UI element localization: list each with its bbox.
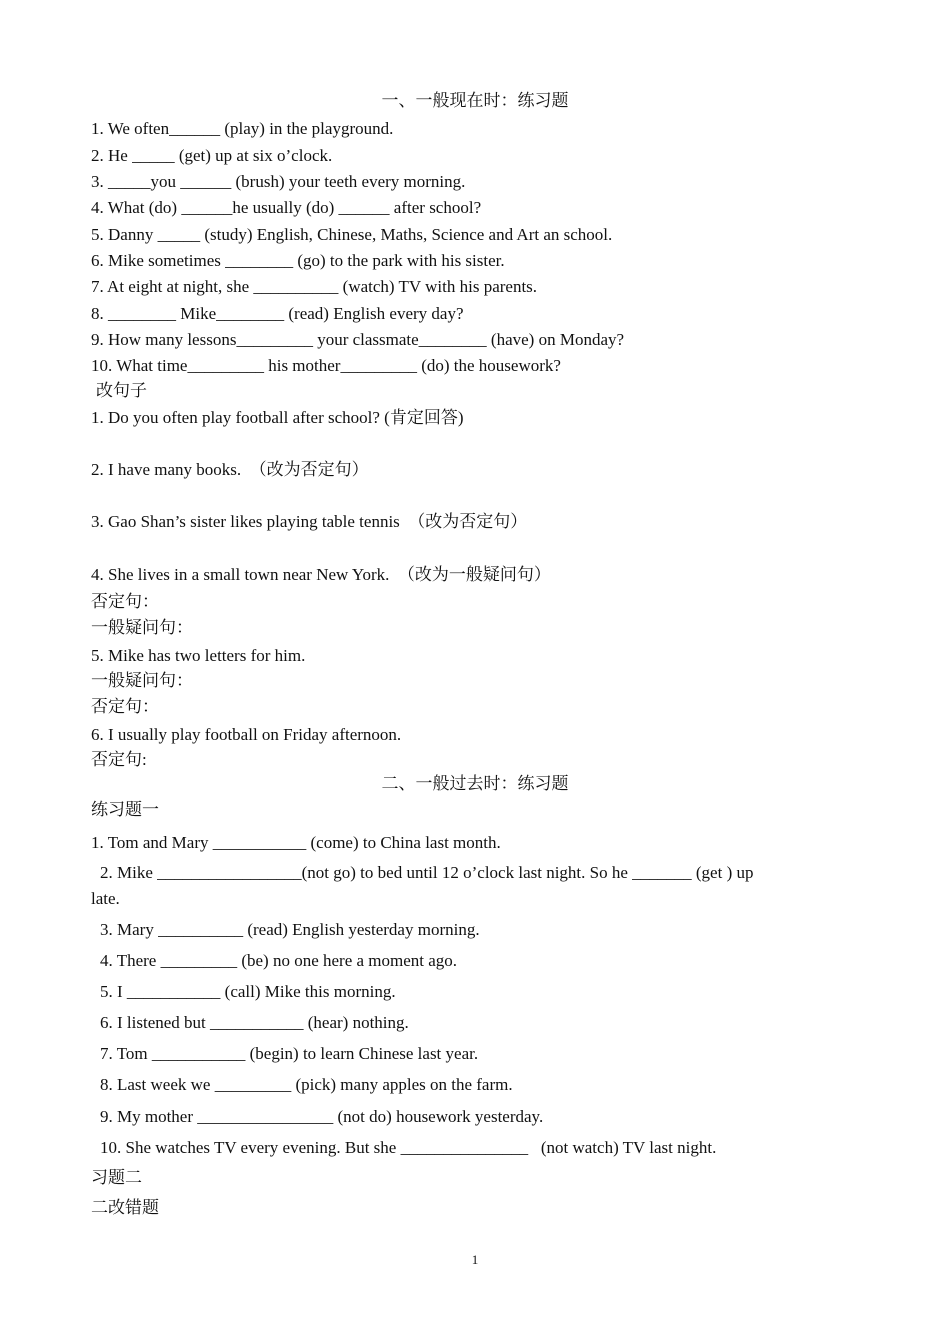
exercise-line: 5. Danny _____ (study) English, Chinese, Maths, Science and Art an school. xyxy=(91,225,613,244)
rewrite-heading: 改句子 xyxy=(96,381,147,400)
exercise-line: 6. Mike sometimes ________ (go) to the park with his sister. xyxy=(91,251,505,270)
exercise-line: 9. My mother ________________ (not do) housework yesterday. xyxy=(100,1107,544,1126)
exercise-line: 3. _____you ______ (brush) your teeth every morning. xyxy=(91,172,466,191)
page-number: 1 xyxy=(471,1252,479,1267)
exercise2-label: 习题二 xyxy=(91,1168,142,1187)
rewrite-line: 4. She lives in a small town near New York. （改为一般疑问句） xyxy=(91,565,551,584)
section1-title: 一、一般现在时：练习题 xyxy=(381,91,569,110)
exercise-line: 3. Mary __________ (read) English yesterday morning. xyxy=(100,920,480,939)
exercise-line: 4. There _________ (be) no one here a moment ago. xyxy=(100,951,458,970)
answer-label: 否定句： xyxy=(91,592,159,611)
answer-label: 一般疑问句： xyxy=(91,671,193,690)
exercise-line: 5. I ___________ (call) Mike this morning. xyxy=(100,982,396,1001)
exercise-line: 6. I listened but ___________ (hear) nothing. xyxy=(100,1013,409,1032)
section2-title: 二、一般过去时：练习题 xyxy=(381,774,569,793)
exercise-line: 1. Tom and Mary ___________ (come) to China last month. xyxy=(91,833,501,852)
rewrite-line: 6. I usually play football on Friday afternoon. xyxy=(91,725,402,744)
exercise-line: 8. ________ Mike________ (read) English every day? xyxy=(91,304,464,323)
exercise-line: 2. Mike _________________(not go) to bed until 12 o’clock last night. So he _______ (get ) up xyxy=(100,863,754,882)
exercise-line: 1. We often______ (play) in the playground. xyxy=(91,119,394,138)
rewrite-line: 3. Gao Shan’s sister likes playing table tennis （改为否定句） xyxy=(91,512,528,531)
exercise-line: 2. He _____ (get) up at six o’clock. xyxy=(91,146,333,165)
exercise-line: 10. What time_________ his mother_________ (do) the housework? xyxy=(91,356,561,375)
rewrite-line: 1. Do you often play football after school? (肯定回答) xyxy=(91,408,464,427)
answer-label: 否定句: xyxy=(91,750,147,769)
answer-label: 否定句： xyxy=(91,697,159,716)
exercise-line: 4. What (do) ______he usually (do) ______ after school? xyxy=(91,198,482,217)
exercise-line: 10. She watches TV every evening. But she _______________ (not watch) TV last night. xyxy=(100,1138,717,1157)
exercise-line: 7. Tom ___________ (begin) to learn Chinese last year. xyxy=(100,1044,479,1063)
exercise-line: 8. Last week we _________ (pick) many apples on the farm. xyxy=(100,1075,513,1094)
exercise-line-continuation: late. xyxy=(91,889,120,908)
answer-label: 一般疑问句： xyxy=(91,618,193,637)
correction-label: 二改错题 xyxy=(91,1198,159,1217)
exercise-line: 7. At eight at night, she __________ (watch) TV with his parents. xyxy=(91,277,538,296)
rewrite-line: 2. I have many books. （改为否定句） xyxy=(91,460,369,479)
exercise1-label: 练习题一 xyxy=(91,800,159,819)
rewrite-line: 5. Mike has two letters for him. xyxy=(91,646,306,665)
exercise-line: 9. How many lessons_________ your classmate________ (have) on Monday? xyxy=(91,330,625,349)
